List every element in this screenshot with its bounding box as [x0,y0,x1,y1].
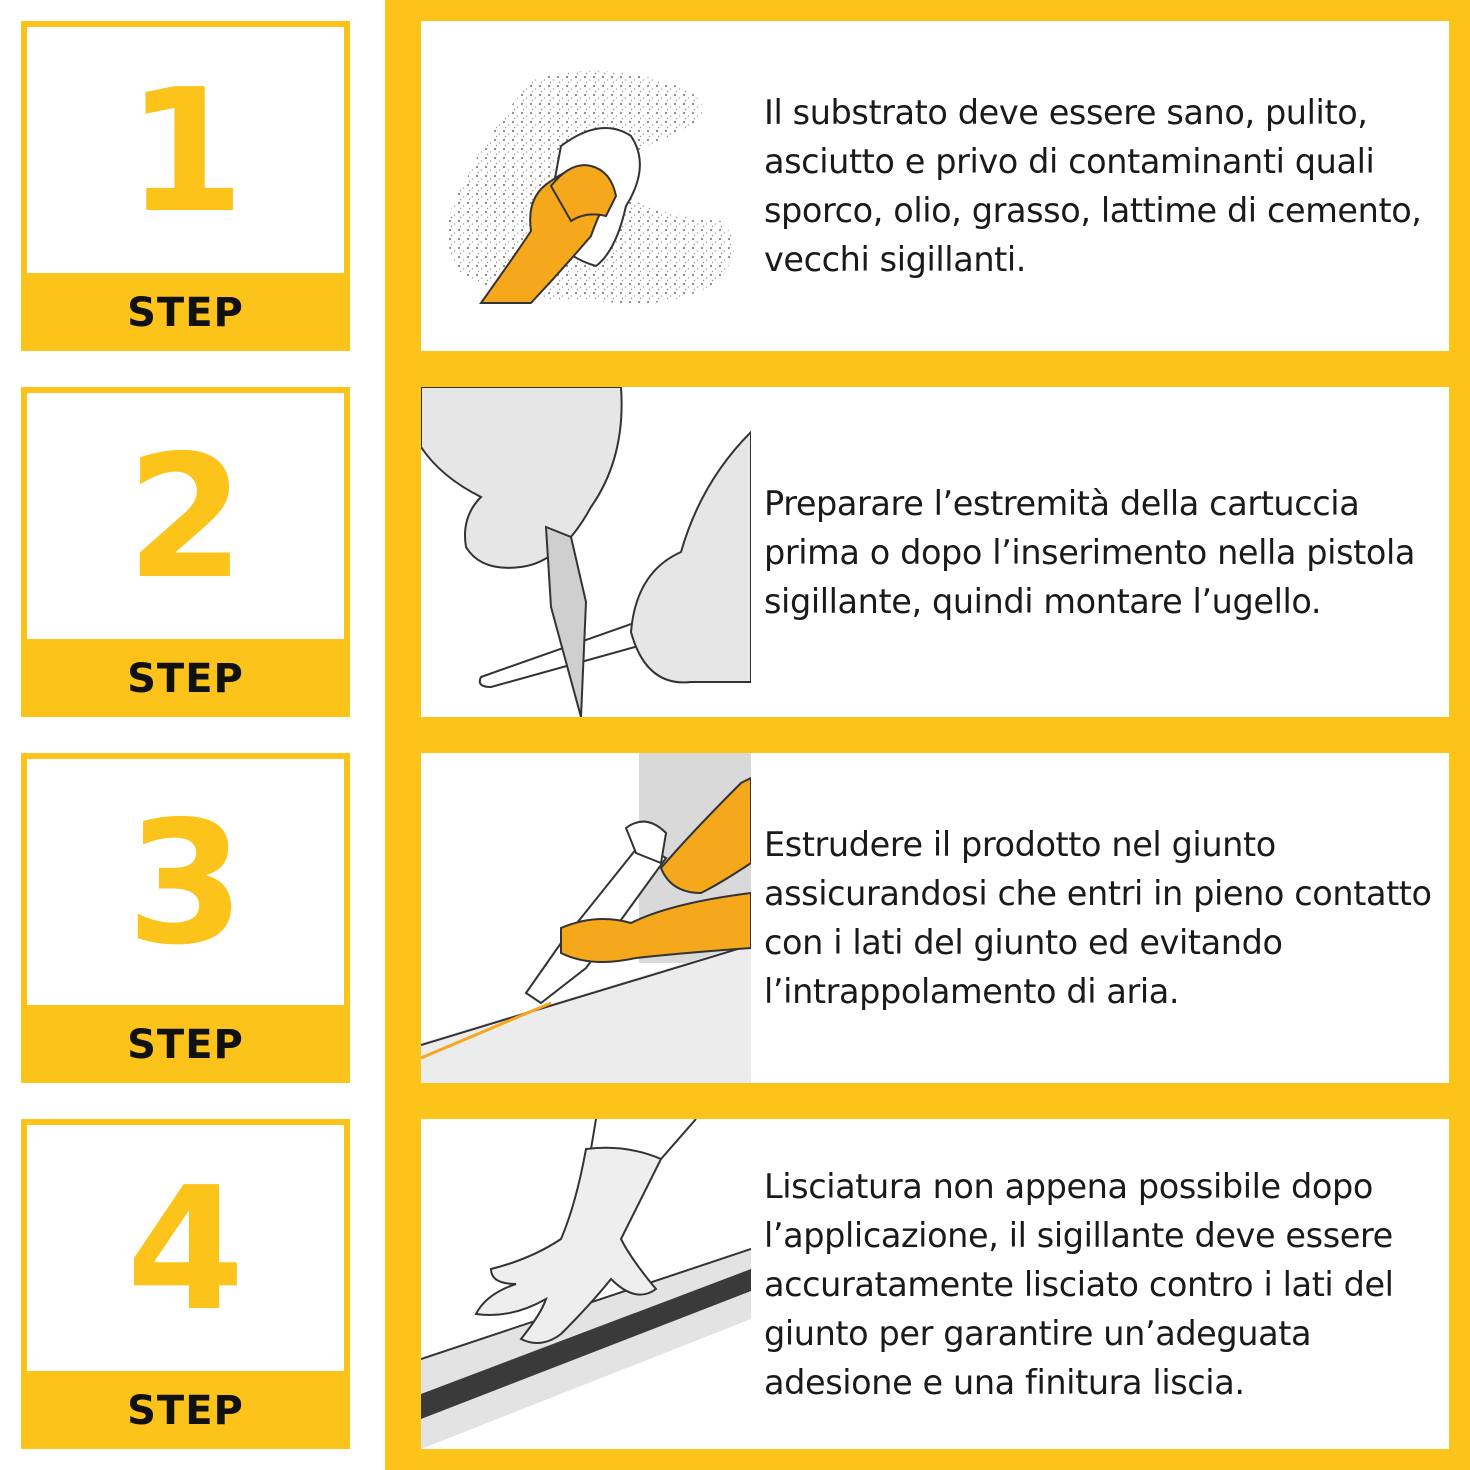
step-panel-2 [421,387,1449,717]
step-description: Il substrato deve essere sano, pulito, asciutto e privo di contaminanti quali sporco, olio, grasso, lattime di cemento, vecchi sigillanti. [764,93,1422,279]
step-description: Lisciatura non appena possibile dopo l’applicazione, il sigillante deve essere accuratamente lisciato contro i lati del giunto per garantire un’adeguata adesione e una finitura liscia. [764,1166,1394,1402]
step-panel-3 [421,753,1449,1083]
gloved-hand-cleaning-surface-icon [421,21,751,351]
step-badge-2 [21,387,350,717]
step-number: 3 [126,785,245,983]
step-badge-3 [21,753,350,1083]
step-badge-4 [21,1119,350,1449]
step-label: STEP [27,273,344,345]
sealant-gun-extrusion-icon [421,753,751,1083]
step-panel-1 [421,21,1449,351]
step-number: 2 [126,419,245,617]
step-label: STEP [27,639,344,711]
step-badge-1 [21,21,350,351]
step-label: STEP [27,1371,344,1443]
step-description: Estrudere il prodotto nel giunto assicurandosi che entri in pieno contatto con i lati del giunto ed evitando l’intrappolamento di aria. [764,825,1432,1011]
cutting-cartridge-nozzle-icon [421,387,751,717]
step-number: 4 [126,1151,245,1349]
step-description: Preparare l’estremità della cartuccia prima o dopo l’inserimento nella pistola sigillante, quindi montare l’ugello. [764,483,1415,621]
step-number: 1 [126,53,245,251]
smoothing-sealant-hand-icon [421,1119,751,1449]
step-panel-4 [421,1119,1449,1449]
step-label: STEP [27,1005,344,1077]
